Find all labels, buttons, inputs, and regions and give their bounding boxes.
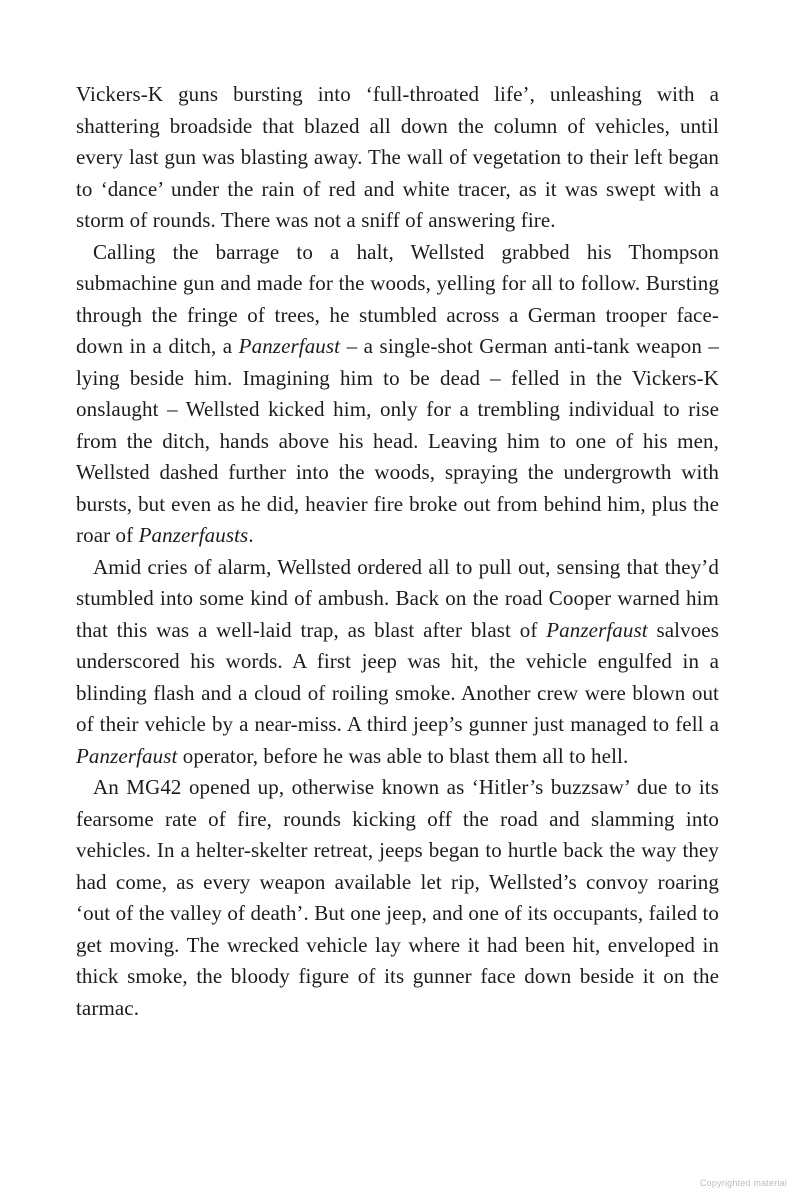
italic-term: Panzerfausts xyxy=(138,523,249,547)
italic-term: Panzerfaust xyxy=(546,617,648,642)
paragraph-1 xyxy=(76,79,719,237)
paragraph-2-text: – a single-shot German anti-tank weapon – lying beside him. Imagining him to be dead – felled in the Vickers-K onslaught – Wellsted kicked him, only for a trembling individual to rise from the ditch, hands above his head. Leaving him to one of his men, Wellsted dashed further into the woods, spraying the undergrowth with bursts, but even as he did, heavier fire broke out from behind him, plus the roar of xyxy=(76,334,720,547)
paragraph-3-text: salvoes underscored his words. A first jeep was hit, the vehicle engulfed in a blinding flash and a cloud of roiling smoke. Another crew were blown out of their vehicle by a near-miss. A third jeep’s gunner just managed to fell a xyxy=(76,617,719,736)
paragraph-2-text: Calling the barrage to a halt, Wellsted grabbed his Thompson submachine gun and made for the woods, yelling for all to follow. Bursting through the fringe of trees, he stumbled across a German trooper face-down in a ditch, a xyxy=(76,239,719,358)
paragraph-3 xyxy=(76,552,719,773)
italic-term: Panzerfaust xyxy=(76,743,178,768)
paragraph-4-text: An MG42 opened up, otherwise known as ‘Hitler’s buzzsaw’ due to its fearsome rate of fire, rounds kicking off the road and slamming into vehicles. In a helter-skelter retreat, jeeps began to hurtle back the way they had come, as every weapon available let rip, Wellsted’s convoy roaring ‘out of the valley of death’. But one jeep, and one of its occupants, failed to get moving. The wrecked vehicle lay where it had been hit, enveloped in thick smoke, the bloody figure of its gunner face down beside it on the tarmac. xyxy=(76,775,719,1020)
body-text xyxy=(76,79,719,1024)
italic-term: Panzerfaust xyxy=(238,334,341,358)
paragraph-2-text: . xyxy=(248,523,254,547)
paragraph-3-text: Amid cries of alarm, Wellsted ordered all to pull out, sensing that they’d stumbled into some kind of ambush. Back on the road Cooper warned him that this was a well-laid trap, as blast after blast of xyxy=(76,554,719,642)
copyright-watermark: Copyrighted material xyxy=(699,1178,787,1188)
paragraph-1-text: Vickers-K guns bursting into ‘full-throated life’, unleashing with a shattering broadside that blazed all down the column of vehicles, until every last gun was blasting away. The wall of vegetation to their left began to ‘dance’ under the rain of red and white tracer, as it was swept with a storm of rounds. There was not a sniff of answering fire. xyxy=(76,82,719,232)
paragraph-4 xyxy=(76,772,719,1024)
paragraph-3-text: operator, before he was able to blast them all to hell. xyxy=(177,743,629,768)
paragraph-2 xyxy=(76,237,719,552)
